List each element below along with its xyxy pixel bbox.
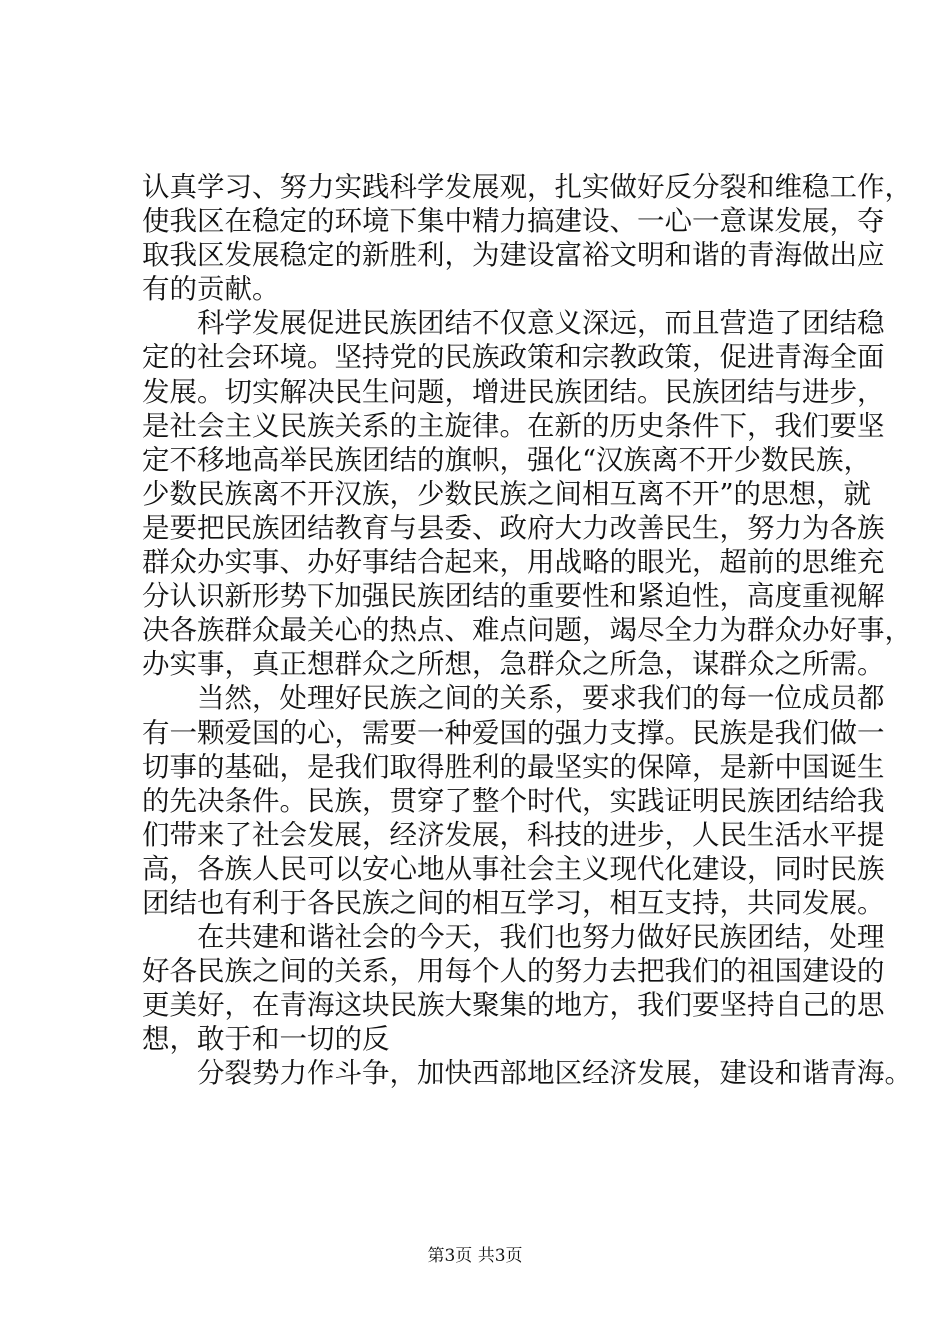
text-line: 好各民族之间的关系，用每个人的努力去把我们的祖国建设的 xyxy=(142,955,885,988)
text-line: 使我区在稳定的环境下集中精力搞建设、一心一意谋发展，夺 xyxy=(142,205,885,238)
text-line: 团结也有利于各民族之间的相互学习，相互支持，共同发展。 xyxy=(142,886,885,919)
text-line: 分认识新形势下加强民族团结的重要性和紧迫性，高度重视解 xyxy=(142,580,885,613)
text-line: 定的社会环境。坚持党的民族政策和宗教政策，促进青海全面 xyxy=(142,341,885,374)
text-line: 有一颗爱国的心，需要一种爱国的强力支撑。民族是我们做一 xyxy=(142,716,885,749)
text-line: 群众办实事、办好事结合起来，用战略的眼光，超前的思维充 xyxy=(142,546,885,579)
text-line: 认真学习、努力实践科学发展观，扎实做好反分裂和维稳工作， xyxy=(142,171,912,203)
text-line: 决各族群众最关心的热点、难点问题，竭尽全力为群众办好事， xyxy=(142,614,912,647)
text-line: 发展。切实解决民生问题，增进民族团结。民族团结与进步， xyxy=(142,375,885,408)
text-line: 更美好，在青海这块民族大聚集的地方，我们要坚持自己的思 xyxy=(142,989,885,1022)
text-line: 切事的基础，是我们取得胜利的最坚实的保障，是新中国诞生 xyxy=(142,750,885,783)
text-line: 们带来了社会发展，经济发展，科技的进步，人民生活水平提 xyxy=(142,818,885,851)
text-line: 取我区发展稳定的新胜利，为建设富裕文明和谐的青海做出应 xyxy=(142,239,885,272)
text-line: 少数民族离不开汉族，少数民族之间相互离不开”的思想，就 xyxy=(142,477,872,510)
text-line: 是要把民族团结教育与县委、政府大力改善民生，努力为各族 xyxy=(142,511,885,544)
text-line: 想，敢于和一切的反 xyxy=(142,1023,390,1056)
paragraph-first-line: 科学发展促进民族团结不仅意义深远，而且营造了团结稳 xyxy=(197,307,885,340)
paragraph-first-line: 分裂势力作斗争，加快西部地区经济发展，建设和谐青海。 xyxy=(197,1057,912,1090)
paragraph-first-line: 在共建和谐社会的今天，我们也努力做好民族团结，处理 xyxy=(197,921,885,954)
text-line: 办实事，真正想群众之所想，急群众之所急，谋群众之所需。 xyxy=(142,648,885,681)
text-line: 定不移地高举民族团结的旗帜，强化“汉族离不开少数民族， xyxy=(142,443,872,476)
text-line: 是社会主义民族关系的主旋律。在新的历史条件下，我们要坚 xyxy=(142,409,885,442)
text-line: 的先决条件。民族，贯穿了整个时代，实践证明民族团结给我 xyxy=(142,784,885,817)
document-body xyxy=(142,170,912,1091)
text-line: 高，各族人民可以安心地从事社会主义现代化建设，同时民族 xyxy=(142,852,885,885)
text-line: 有的贡献。 xyxy=(142,273,280,306)
page-number-footer: 第3页 共3页 xyxy=(427,1246,523,1266)
paragraph-first-line: 当然，处理好民族之间的关系，要求我们的每一位成员都 xyxy=(197,682,885,715)
